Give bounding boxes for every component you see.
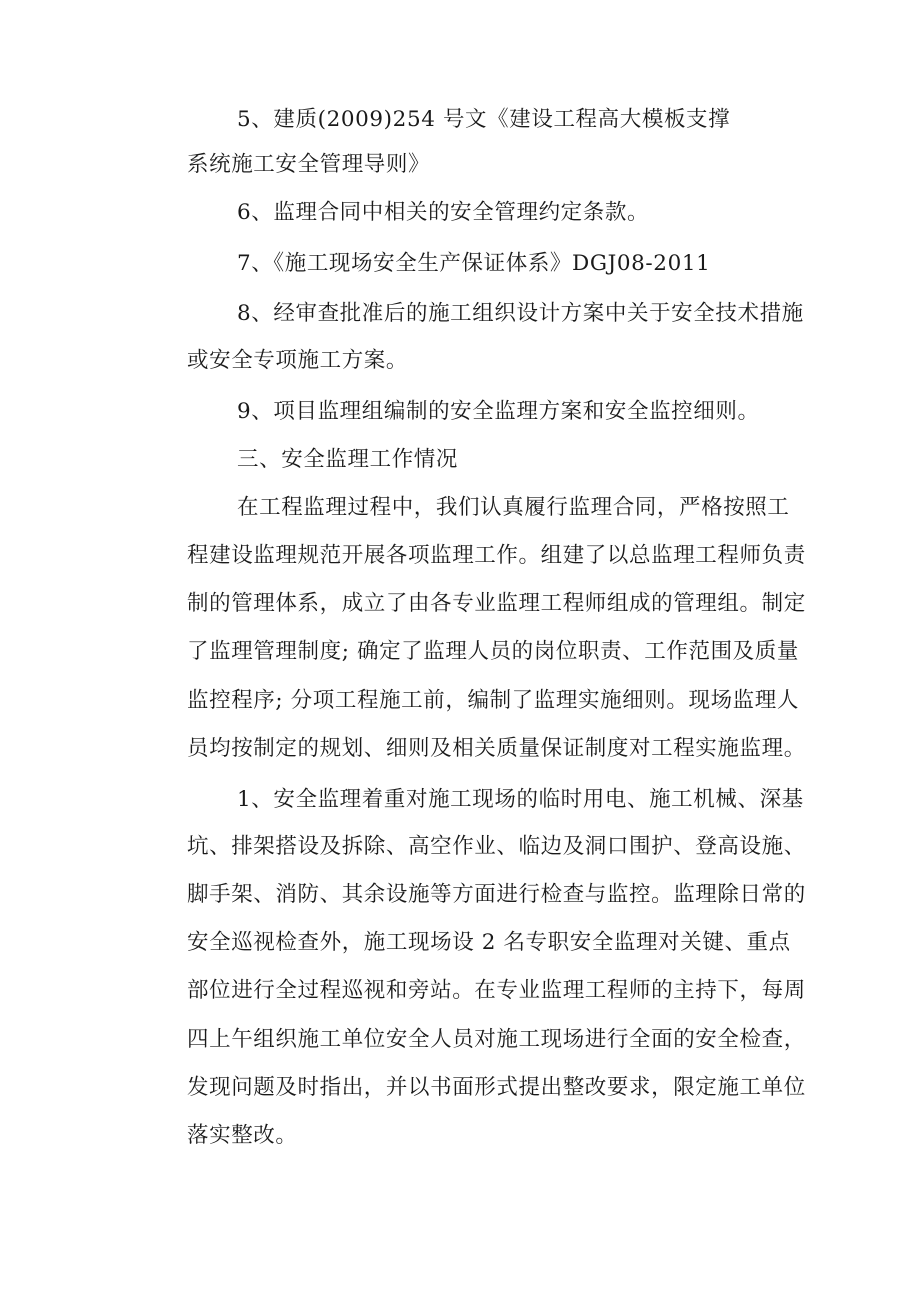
text-line-15: 1、安全监理着重对施工现场的临时用电、施工机械、深基 bbox=[237, 787, 804, 812]
text-line-19: 部位进行全过程巡视和旁站。在专业监理工程师的主持下，每周 bbox=[187, 978, 806, 1003]
text-line-21: 发现问题及时指出，并以书面形式提出整改要求，限定施工单位 bbox=[187, 1075, 806, 1100]
text-line-5: 8、经审查批准后的施工组织设计方案中关于安全技术措施 bbox=[237, 301, 804, 326]
text-line-7: 9、项目监理组编制的安全监理方案和安全监控细则。 bbox=[237, 399, 760, 424]
text-line-10: 程建设监理规范开展各项监理工作。组建了以总监理工程师负责 bbox=[187, 543, 806, 568]
text-line-18: 安全巡视检查外，施工现场设 2 名专职安全监理对关键、重点 bbox=[187, 930, 791, 955]
text-line-16: 坑、排架搭设及拆除、高空作业、临边及洞口围护、登高设施、 bbox=[187, 834, 806, 859]
text-line-1: 5、建质(2009)254 号文《建设工程高大模板支撑 bbox=[237, 107, 731, 132]
text-line-2: 系统施工安全管理导则》 bbox=[187, 152, 431, 177]
section-heading: 三、安全监理工作情况 bbox=[237, 447, 459, 472]
text-line-6: 或安全专项施工方案。 bbox=[187, 348, 409, 373]
text-line-14: 员均按制定的规划、细则及相关质量保证制度对工程实施监理。 bbox=[187, 736, 806, 761]
text-line-11: 制的管理体系，成立了由各专业监理工程师组成的管理组。制定 bbox=[187, 591, 806, 616]
text-line-17: 脚手架、消防、其余设施等方面进行检查与监控。监理除日常的 bbox=[187, 882, 806, 907]
text-line-12: 了监理管理制度; 确定了监理人员的岗位职责、工作范围及质量 bbox=[187, 639, 799, 664]
text-line-3: 6、监理合同中相关的安全管理约定条款。 bbox=[237, 200, 650, 225]
text-line-22: 落实整改。 bbox=[187, 1123, 298, 1148]
text-line-20: 四上午组织施工单位安全人员对施工现场进行全面的安全检查， bbox=[187, 1027, 806, 1052]
text-line-9: 在工程监理过程中，我们认真履行监理合同，严格按照工 bbox=[237, 495, 790, 520]
text-line-13: 监控程序; 分项工程施工前，编制了监理实施细则。现场监理人 bbox=[187, 688, 799, 713]
text-line-4: 7、《施工现场安全生产保证体系》DGJ08-2011 bbox=[237, 251, 711, 276]
